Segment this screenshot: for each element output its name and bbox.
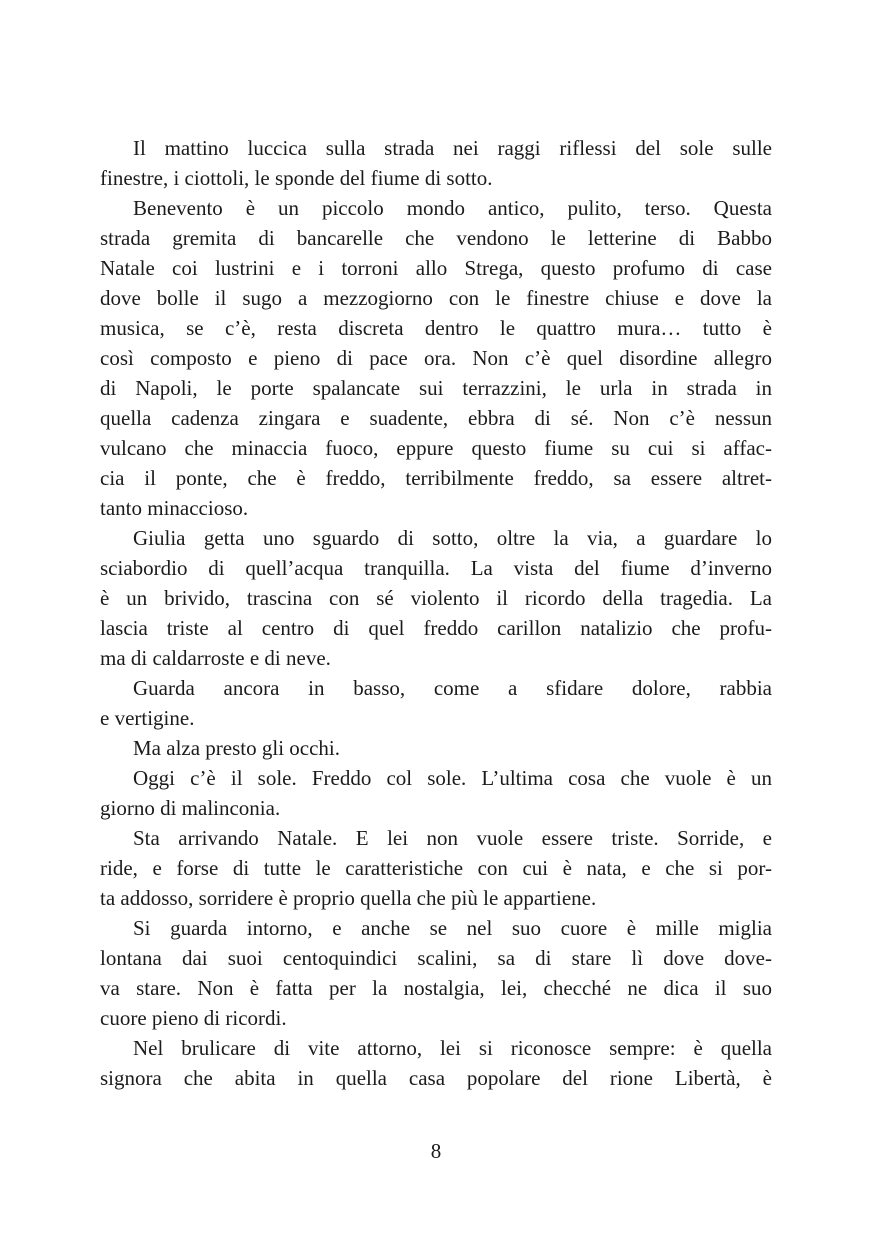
text-line: Si guarda intorno, e anche se nel suo cuore è mille miglia [133, 916, 772, 940]
text-line: Oggi c’è il sole. Freddo col sole. L’ultima cosa che vuole è un [133, 766, 772, 790]
text-line: giorno di malinconia. [100, 796, 281, 820]
text-line: ride, e forse di tutte le caratteristiche con cui è nata, e che si por- [100, 856, 772, 880]
text-line: di Napoli, le porte spalancate sui terrazzini, le urla in strada in [100, 376, 772, 400]
text-line: Guarda ancora in basso, come a sfidare dolore, rabbia [133, 676, 772, 700]
text-line: Ma alza presto gli occhi. [133, 736, 341, 760]
paragraph [100, 763, 772, 823]
text-block [100, 133, 772, 1093]
text-line: va stare. Non è fatta per la nostalgia, lei, checché ne dica il suo [100, 976, 772, 1000]
paragraph [100, 133, 772, 193]
text-line: così composto e pieno di pace ora. Non c’è quel disordine allegro [100, 346, 772, 370]
text-line: ma di caldarroste e di neve. [100, 646, 331, 670]
text-line: Natale coi lustrini e i torroni allo Strega, questo profumo di case [100, 256, 772, 280]
text-line: e vertigine. [100, 706, 195, 730]
text-line: vulcano che minaccia fuoco, eppure questo fiume su cui si affac- [100, 436, 772, 460]
text-line: cuore pieno di ricordi. [100, 1006, 287, 1030]
text-line: musica, se c’è, resta discreta dentro le quattro mura… tutto è [100, 316, 772, 340]
text-line: Giulia getta uno sguardo di sotto, oltre la via, a guardare lo [133, 526, 772, 550]
text-line: dove bolle il sugo a mezzogiorno con le finestre chiuse e dove la [100, 286, 772, 310]
text-line: quella cadenza zingara e suadente, ebbra di sé. Non c’è nessun [100, 406, 772, 430]
text-line: Benevento è un piccolo mondo antico, pulito, terso. Questa [133, 196, 772, 220]
text-line: Sta arrivando Natale. E lei non vuole essere triste. Sorride, e [133, 826, 772, 850]
text-line: Nel brulicare di vite attorno, lei si riconosce sempre: è quella [133, 1036, 772, 1060]
paragraph [100, 733, 772, 763]
text-line: ta addosso, sorridere è proprio quella che più le appartiene. [100, 886, 597, 910]
text-line: signora che abita in quella casa popolare del rione Libertà, è [100, 1066, 772, 1090]
text-line: strada gremita di bancarelle che vendono le letterine di Babbo [100, 226, 772, 250]
paragraph [100, 913, 772, 1033]
paragraph [100, 673, 772, 733]
text-line: lascia triste al centro di quel freddo carillon natalizio che profu- [100, 616, 772, 640]
paragraph [100, 823, 772, 913]
text-line: sciabordio di quell’acqua tranquilla. La vista del fiume d’inverno [100, 556, 772, 580]
page-number: 8 [430, 1139, 442, 1163]
text-line: è un brivido, trascina con sé violento il ricordo della tragedia. La [100, 586, 772, 610]
text-line: Il mattino luccica sulla strada nei raggi riflessi del sole sulle [133, 136, 772, 160]
paragraph [100, 523, 772, 673]
paragraph [100, 1033, 772, 1093]
text-line: finestre, i ciottoli, le sponde del fiume di sotto. [100, 166, 493, 190]
text-line: cia il ponte, che è freddo, terribilmente freddo, sa essere altret- [100, 466, 772, 490]
text-line: tanto minaccioso. [100, 496, 249, 520]
paragraph [100, 193, 772, 523]
text-line: lontana dai suoi centoquindici scalini, sa di stare lì dove dove- [100, 946, 772, 970]
